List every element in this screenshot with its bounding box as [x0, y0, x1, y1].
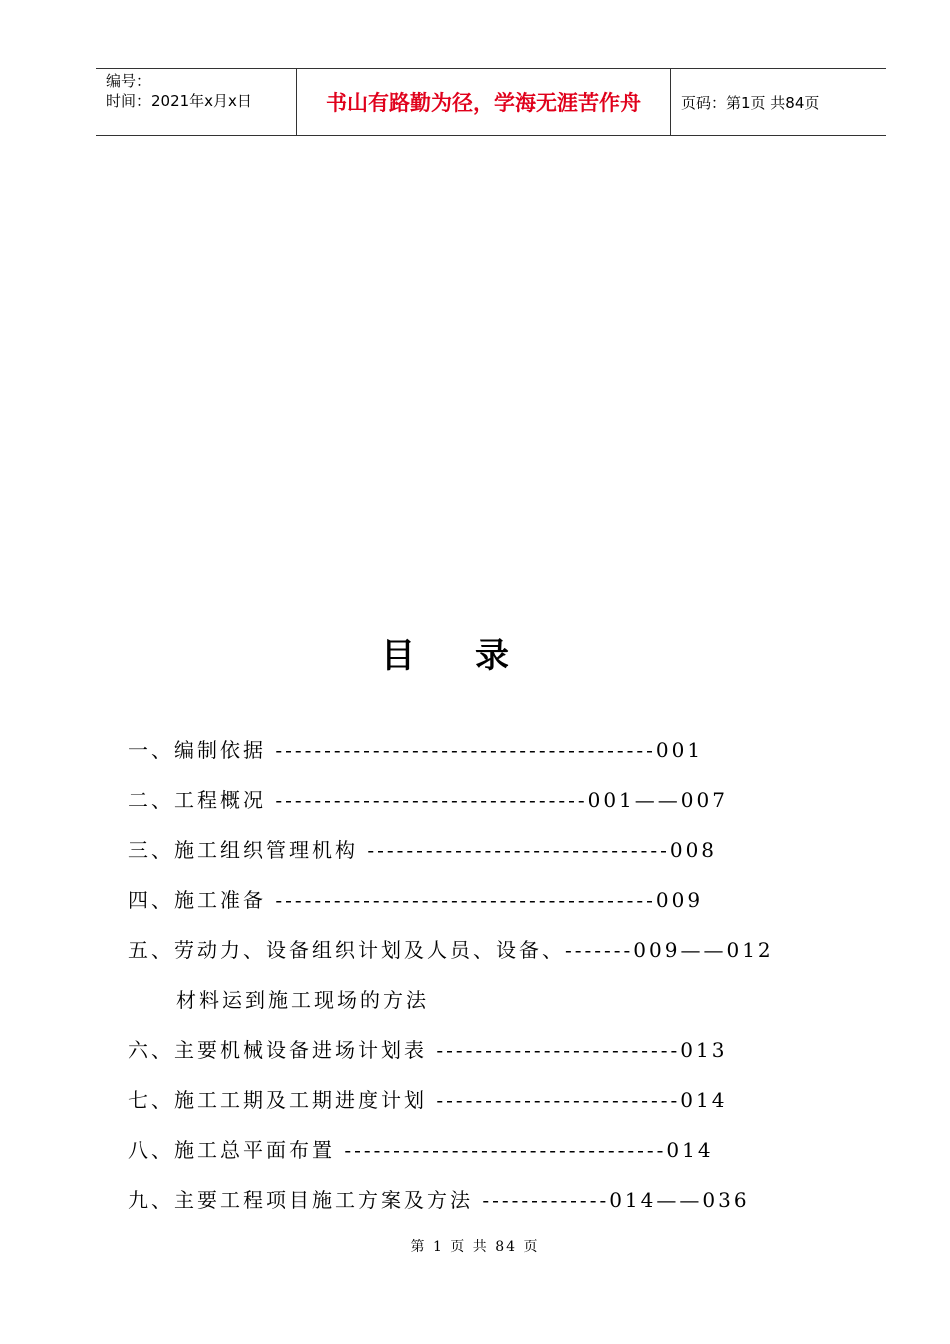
- header-page-info: 页码：第1页 共84页: [681, 93, 820, 112]
- toc-item: 五、劳动力、设备组织计划及人员、设备、-------009——012: [128, 938, 774, 962]
- toc-item: 一、编制依据 ---------------------------------------001: [128, 738, 704, 762]
- header-motto: 书山有路勤为径，学海无涯苦作舟: [297, 69, 671, 135]
- header-meta: [96, 69, 297, 135]
- toc-title: 目录: [381, 636, 569, 676]
- toc-item: 二、工程概况 --------------------------------001——007: [128, 788, 728, 812]
- toc-item: 七、施工工期及工期进度计划 -------------------------014: [128, 1088, 728, 1112]
- page-footer: 第 1 页 共 84 页: [410, 1239, 540, 1255]
- table-of-contents: [128, 732, 788, 1232]
- toc-item: 八、施工总平面布置 ---------------------------------014: [128, 1138, 714, 1162]
- toc-item: 三、施工组织管理机构 -------------------------------008: [128, 838, 718, 862]
- toc-item: 六、主要机械设备进场计划表 -------------------------013: [128, 1038, 728, 1062]
- toc-item: 四、施工准备 ---------------------------------------009: [128, 888, 704, 912]
- document-time-label: 时间：2021年x月x日: [106, 92, 252, 110]
- document-number-label: 编号：: [106, 72, 152, 90]
- toc-item-continuation: 材料运到施工现场的方法: [176, 988, 429, 1012]
- page-header: [96, 68, 886, 136]
- toc-item: 九、主要工程项目施工方案及方法 -------------014——036: [128, 1188, 750, 1212]
